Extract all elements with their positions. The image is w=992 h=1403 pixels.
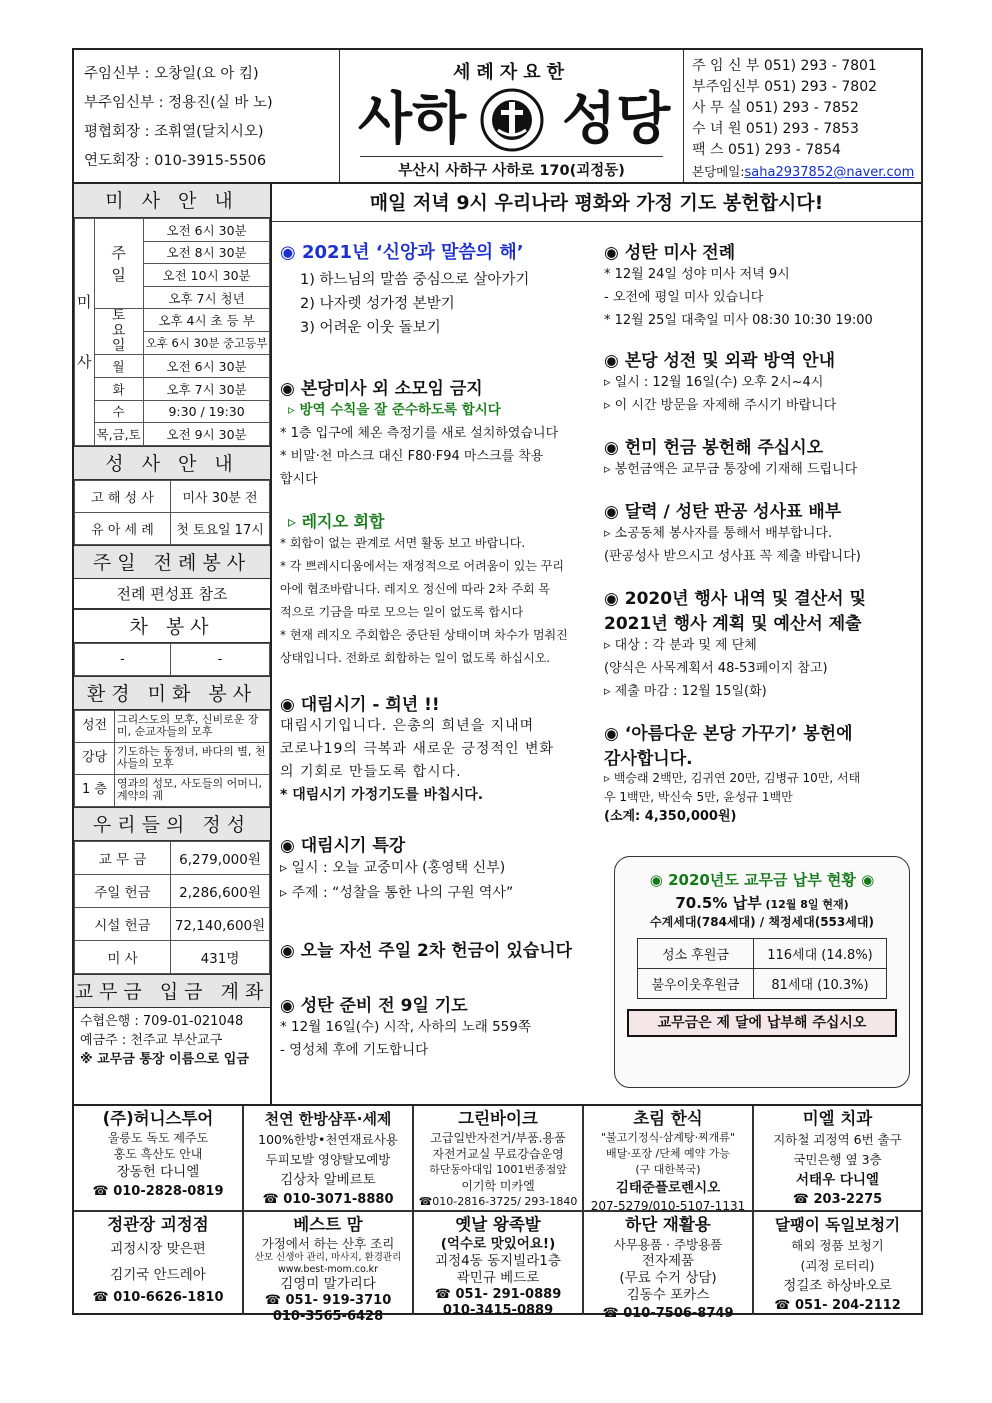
header [74,50,921,184]
ad-line: 산모 신생아 관리, 마사지, 환경관리 [254,1252,402,1263]
masthead [339,50,684,182]
env-groups: 그리스도의 모후, 신비로운 장미, 순교자들의 모후 [115,710,270,742]
ad-name: 미엘 치과 [802,1109,873,1128]
clergy-list [84,60,339,176]
offering-name: 주일 헌금 [75,874,171,907]
ad-phone: 010-3415-0889 [442,1303,554,1318]
mass-time: 9:30 / 19:30 [143,400,270,423]
ad-line: 정길조 하상바오로 [783,1278,892,1294]
ad-name: 정관장 괴정점 [107,1215,209,1234]
ad-line: 배달·포장 /단체 예약 가능 [606,1147,730,1160]
notice-line: ▹ 이 시간 방문을 자제해 주시기 바랍니다 [604,398,837,413]
tea-cell: - [75,643,171,675]
account-title: 교무금 입금 계좌 [74,974,270,1008]
ad-phone: ☎ 010-6626-1810 [92,1290,224,1305]
notice-bold: * 대림시기 가정기도를 바칩시다. [280,787,484,803]
contact-row: 부주임신부 051) 293 - 7802 [692,79,878,95]
dues-rate-date: (12월 8일 현재) [761,898,849,911]
ad-person: 김기국 안드레아 [110,1267,206,1283]
ad-person: 김상차 알베르토 [280,1172,376,1188]
dues-title: ◉ 2020년도 교무금 납부 현황 ◉ [649,871,875,889]
notice-heading: ◉ ‘아름다운 본당 가꾸기’ 봉헌에 [604,724,853,744]
theme-item: 1) 하느님의 말씀 중심으로 살아가기 [300,272,530,288]
clergy-row: 평협회장 : 조휘열(달치시오) [84,124,264,140]
ad-line: (구 대한복국) [635,1163,701,1176]
notice-line: - 오전에 평일 미사 있습니다 [604,290,764,305]
ad-line: (무료 수거 상담) [619,1270,717,1286]
notice-column-right [604,234,922,827]
ad-line: 지하철 괴정역 6번 출구 [773,1132,902,1147]
notice-line: 대림시기입니다. 은총의 희년을 지내며 [280,718,535,734]
ad-phone: ☎ 010-7506-8749 [602,1306,734,1321]
clergy-row: 연도회장 : 010-3915-5506 [84,153,267,169]
liturgy-text: 전례 편성표 참조 [74,579,270,609]
ads-divider [74,1210,921,1212]
ad-miel-dental [754,1108,921,1210]
clergy-row: 주임신부 : 오창일(요 아 킴) [84,66,259,82]
ad-line: 100%한방•천연재료사용 [258,1132,398,1147]
masthead-subtitle: 세례자요한 [453,62,570,83]
dues-table [637,938,887,999]
dues-rate [615,892,909,913]
notice-line: 아에 협조바랍니다. 레지오 정신에 따라 2차 주회 목 [280,582,550,596]
ad-line: www.best-mom.co.kr [277,1264,379,1275]
left-sidebar [74,184,272,1104]
account-info [74,1008,270,1073]
mass-time: 오전 10시 30분 [143,264,270,287]
ad-line: 괴정시장 맞은편 [110,1241,206,1257]
notice-line: 의 기회로 만들도록 합시다. [280,764,462,780]
theme-item: 3) 어려운 이웃 돌보기 [300,320,441,336]
notice-line: 합시다 [280,472,318,487]
mass-time: 오전 6시 30분 [143,355,270,378]
church-address: 부산시 사하구 사하로 170(괴정동) [360,156,663,180]
notice-line: * 1층 입구에 체온 측정기를 새로 설치하였습니다 [280,426,559,441]
ad-name: 베스트 맘 [293,1215,363,1234]
ad-name: 달팽이 독일보청기 [774,1216,901,1234]
notice-line: 상태입니다. 전화로 회합하는 일이 없도록 하십시오. [280,651,551,665]
dues-note: 교무금은 제 달에 납부해 주십시오 [627,1009,897,1037]
sacrament-name: 고 해 성 사 [75,480,171,512]
offering-name: 미 사 [75,940,171,973]
notice-heading: ◉ 2020년 행사 내역 및 결산서 및 [604,589,866,609]
contact-row: 수 녀 원 051) 293 - 7853 [692,121,859,137]
notice-line: * 12월 16일(수) 시작, 사하의 노래 559쪽 [280,1019,531,1035]
ad-line: 고급일반자전거/부품.용품 [430,1131,566,1145]
ad-line: 자전거교실 무료강습운영 [432,1147,564,1161]
mail-link[interactable]: saha2937852@naver.com [744,165,915,180]
ad-phone: ☎ 010-2828-0819 [92,1184,224,1199]
notice-heading: ◉ 달력 / 성탄 판공 성사표 배부 [604,502,842,522]
notice-line: * 현재 레지오 주회합은 중단된 상태이며 차수가 멈춰진 [280,628,568,642]
ad-line: 홍도 흑산도 안내 [113,1147,203,1161]
contact-list [692,56,922,182]
mass-time: 오후 4시 초 등 부 [143,309,270,332]
offering-amount: 72,140,600원 [171,907,270,940]
ad-line: 가정에서 하는 산후 조리 [261,1236,395,1251]
dues-value: 116세대 (14.8%) [754,939,887,969]
contact-row: 주 임 신 부 051) 293 - 7801 [692,58,877,74]
ads-grid [74,1104,921,1324]
mail-row [692,161,922,182]
ad-green-bike [414,1108,582,1210]
notice-heading: ◉ 성탄 준비 전 9일 기도 [280,996,468,1016]
sunday-label: 주 일 [94,219,143,309]
env-place: 1 층 [75,774,115,806]
sacrament-time: 첫 토요일 17시 [171,512,270,544]
sacrament-time: 미사 30분 전 [171,480,270,512]
notice-line: 코로나19의 극복과 새로운 긍정적인 변화 [280,741,554,757]
env-title: 환경 미화 봉사 [74,676,270,710]
ad-snail-hearing-aid [754,1214,921,1316]
notice-line: * 회합이 없는 관계로 서면 활동 보고 바랍니다. [280,536,526,550]
account-line: 예금주 : 천주교 부산교구 [80,1032,223,1048]
offering-amount: 431명 [171,940,270,973]
notice-heading: ◉ 대림시기 특강 [280,836,406,856]
notice-line: ▹ 일시 : 12월 16일(수) 오후 2시~4시 [604,375,824,390]
prayer-banner: 매일 저녁 9시 우리나라 평화와 가정 기도 봉헌합시다! [272,184,921,222]
mass-time: 오후 7시 30분 [143,377,270,400]
notice-line: ▹ 일시 : 오늘 교중미사 (홍영택 신부) [280,860,506,876]
dues-households: 수계세대(784세대) / 책정세대(553세대) [650,915,874,929]
notice-line: (양식은 사목계획서 48-53페이지 참고) [604,661,828,676]
dues-value: 81세대 (10.3%) [754,969,887,999]
notice-heading: ◉ 헌미 헌금 봉헌해 주십시오 [604,438,824,458]
notice-line: - 영성체 후에 기도합니다 [280,1042,429,1058]
mail-label: 본당메일: [692,164,745,179]
ad-phone: 207-5279/010-5107-1131 [590,1199,746,1213]
ad-name: 옛날 왕족발 [455,1215,541,1234]
notice-line: ▹ 백승래 2백만, 김귀연 20만, 김병규 10만, 서태 [604,771,861,785]
notice-heading: ◉ 본당미사 외 소모임 금지 [280,379,483,399]
ad-name: 그린바이크 [458,1109,538,1128]
ad-line: 괴정4동 동지빌라1층 [435,1253,561,1269]
notice-highlight: ▹ 방역 수칙을 잘 준수하도록 합시다 [288,402,501,418]
notice-heading: 감사합니다. [604,749,693,769]
ad-line: 사무용품 · 주방용품 [613,1237,723,1252]
ad-royal-jokbal [414,1214,582,1319]
ad-phone: 010-3565-6428 [272,1309,384,1324]
ad-line: 울릉도 독도 제주도 [107,1131,209,1145]
notice-line: * 12월 24일 성야 미사 저녁 9시 [604,267,790,282]
ad-person: 장동헌 다니엘 [116,1164,200,1180]
tea-title: 차 봉사 [74,609,270,643]
sacrament-table [74,480,270,545]
ad-name: 천연 한방샴푸·세제 [264,1110,392,1128]
env-place: 성전 [75,710,115,742]
sacrament-name: 유 아 세 례 [75,512,171,544]
mass-time: 오전 8시 30분 [143,241,270,264]
ad-phone: ☎010-2816-3725/ 293-1840 [418,1195,578,1208]
notice-heading: ◉ 대림시기 - 희년 !! [280,695,440,715]
ad-line: 두피모발 영양탈모예방 [265,1152,391,1167]
ad-phone: ☎ 010-3071-8880 [262,1192,394,1207]
notice-line: * 각 쁘레시디움에서는 재정적으로 어려움이 있는 꾸리 [280,559,564,573]
weekday-label: 화 [94,377,143,400]
tea-cell: - [171,643,270,675]
ad-name: 초림 한식 [633,1109,703,1128]
ad-line: (억수로 맛있어요!) [440,1236,556,1252]
account-line: 수협은행 : 709-01-021048 [80,1013,244,1029]
notice-line: 우 1백만, 박신숙 5만, 윤성규 1백만 [604,790,793,804]
ad-phone: ☎ 051- 291-0889 [434,1287,562,1302]
clergy-row: 부주임신부 : 정용진(실 바 노) [84,95,273,111]
env-place: 강당 [75,742,115,774]
dues-rate-value: 70.5% 납부 [675,894,762,912]
weekday-label: 월 [94,355,143,378]
notice-line: * 비말·천 마스크 대신 F80·F94 마스크를 착용 [280,449,544,464]
env-groups: 기도하는 동정녀, 바다의 별, 천사들의 모후 [115,742,270,774]
ad-person: 김영미 말가리다 [280,1276,376,1292]
ad-phone: ☎ 051- 204-2112 [774,1298,901,1313]
bulletin-page [72,48,923,1324]
notice-heading: ◉ 오늘 자선 주일 2차 헌금이 있습니다 [280,941,573,961]
notice-line: ▹ 봉헌금액은 교무금 통장에 기재해 드립니다 [604,462,858,477]
mass-title: 미 사 안 내 [74,184,270,218]
offering-title: 우리들의 정성 [74,807,270,841]
contact-row: 사 무 실 051) 293 - 7852 [692,100,859,116]
ad-person: 서태우 다니엘 [796,1172,879,1188]
year-theme-title: ◉ 2021년 ‘신앙과 말씀의 해’ [280,242,524,263]
ad-line: 김동수 포카스 [626,1287,710,1303]
notice-line: * 12월 25일 대축일 미사 08:30 10:30 19:00 [604,313,873,328]
env-table [74,710,270,807]
notice-line: ▹ 주제 : “성찰을 통한 나의 구원 역사” [280,885,514,901]
dues-item: 불우이웃후원금 [638,969,754,999]
offering-table [74,841,270,974]
offering-name: 시설 헌금 [75,907,171,940]
weekday-label: 수 [94,400,143,423]
ad-line: 전자제품 [641,1253,695,1269]
ad-herbal-shampoo [244,1108,412,1210]
dues-item: 성소 후원금 [638,939,754,969]
notice-heading: ◉ 본당 성전 및 외곽 방역 안내 [604,351,835,371]
ad-line: (괴정 로터리) [800,1258,875,1273]
ad-line: 하단동아대입 1001번종점앞 [429,1163,567,1176]
mass-time: 오전 6시 30분 [143,219,270,242]
donation-total: (소계: 4,350,000원) [604,809,737,824]
account-note: ※ 교무금 통장 이름으로 입금 [80,1051,249,1067]
ad-best-mom [244,1214,412,1325]
ad-phone: ☎ 203-2275 [792,1192,883,1207]
ad-chorim-korean [584,1108,752,1214]
ad-line: 국민은행 옆 3층 [793,1152,882,1167]
ad-name: (주)허니스투어 [102,1109,214,1128]
offering-amount: 2,286,600원 [171,874,270,907]
ad-line: 이기학 미카엘 [461,1179,535,1193]
notice-line: ▹ 대상 : 각 분과 및 제 단체 [604,638,757,653]
church-emblem-icon [472,88,552,152]
tea-table [74,643,270,676]
masthead-title-right: 성당 [562,86,671,152]
mass-time: 오전 9시 30분 [143,423,270,446]
saturday-label: 토 요 일 [94,309,143,355]
notice-heading: ▹ 레지오 회합 [288,512,385,531]
ad-name: 하단 재활용 [625,1215,711,1234]
notice-line: ▹ 제출 마감 : 12월 15일(화) [604,684,767,699]
notice-line: (판공성사 받으시고 성사표 꼭 제출 바랍니다) [604,549,861,564]
notice-line: ▹ 소공동체 봉사자를 통해서 배부합니다. [604,526,833,541]
dues-status-box [614,856,910,1088]
notice-column-left [280,234,596,1062]
offering-amount: 6,279,000원 [171,841,270,874]
ad-jeonggwanjang [74,1214,242,1308]
mass-time: 오후 7시 청년 [143,286,270,309]
mass-label: 미 사 [75,219,95,446]
ad-honeys-tour [74,1108,242,1202]
ad-line: 해외 정품 보청기 [791,1238,884,1253]
env-groups: 영과의 성모, 사도들의 어머니, 계약의 궤 [115,774,270,806]
theme-item: 2) 나자렛 성가정 본받기 [300,296,455,312]
ad-person: 김태준플로렌시오 [615,1180,721,1196]
offering-name: 교 무 금 [75,841,171,874]
contact-row: 팩 스 051) 293 - 7854 [692,142,841,158]
ad-line: "불고기정식·삼계탕·찌개류" [601,1131,735,1144]
masthead-title-left: 사하 [358,86,467,152]
notice-line: 적으로 기금을 따로 모으는 일이 없도록 합시다 [280,605,524,619]
mass-table [74,218,270,446]
ad-phone: ☎ 051- 919-3710 [264,1293,392,1308]
weekday-label: 목,금,토 [94,423,143,446]
ad-line: 곽민규 베드로 [456,1270,540,1286]
ad-hadan-recycling [584,1214,752,1324]
notice-heading: 2021년 행사 계획 및 예산서 제출 [604,614,862,634]
liturgy-title: 주일 전례봉사 [74,545,270,579]
notice-heading: ◉ 성탄 미사 전례 [604,243,736,263]
sacrament-title: 성 사 안 내 [74,446,270,480]
mass-time: 오후 6시 30분 중고등부 [143,332,270,355]
